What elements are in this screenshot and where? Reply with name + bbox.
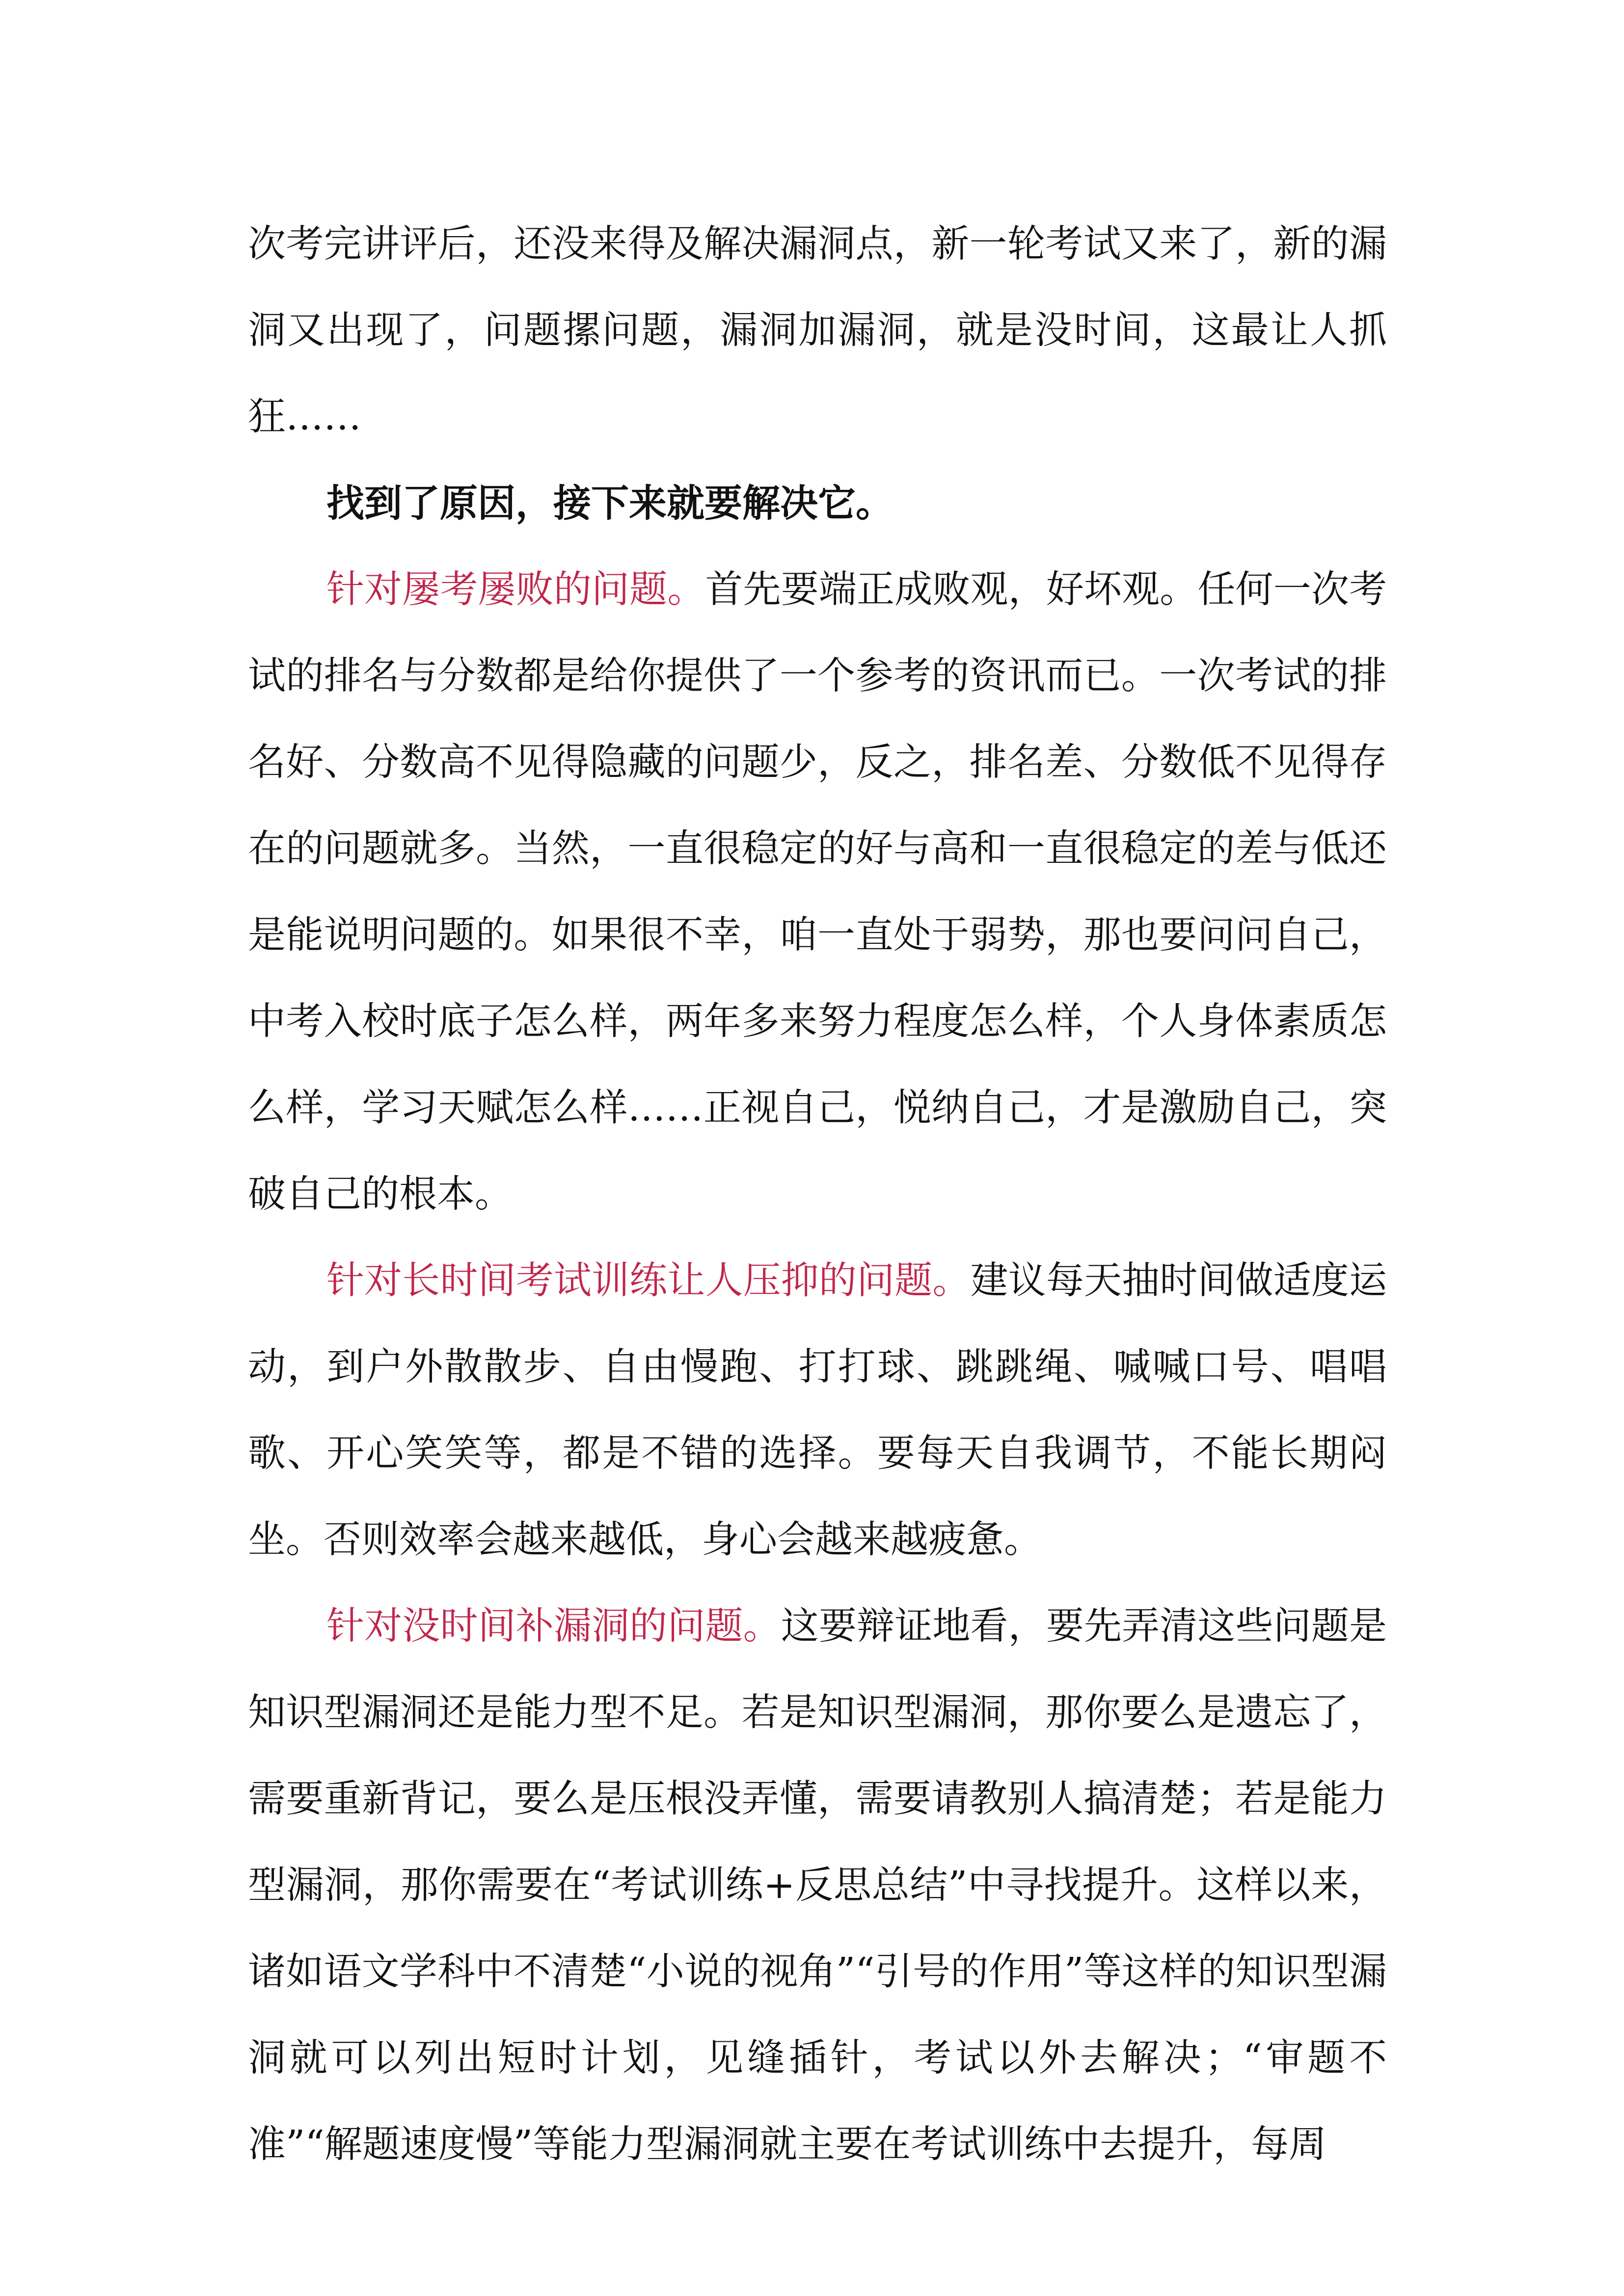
- paragraph-text: 首先要端正成败观，好坏观。任何一次考试的排名与分数都是给你提供了一个参考的资讯而已。一次考试的排名好、分数高不见得隐藏的问题少，反之，排名差、分数低不见得存在的问题就多。当然，一直很稳定的好与高和一直很稳定的差与低还是能说明问题的。如果很不幸，咱一直处于弱势，那也要问问自己，中考入校时底子怎么样，两年多来努力程度怎么样，个人身体素质怎么样，学习天赋怎么样……正视自己，悦纳自己，才是激励自己，突破自己的根本。: [248, 568, 1387, 1216]
- paragraph-lead-heading: 针对屡考屡败的问题。: [326, 568, 705, 612]
- paragraph-continuation: [248, 201, 1387, 460]
- paragraph-text: 建议每天抽时间做适度运动，到户外散散步、自由慢跑、打打球、跳跳绳、喊喊口号、唱唱歌、开心笑笑等，都是不错的选择。要每天自我调节，不能长期闷坐。否则效率会越来越低，身心会越来越疲惫。: [248, 1259, 1387, 1562]
- article-body: [248, 201, 1387, 2188]
- paragraph-repeated-failure: [248, 547, 1387, 1238]
- paragraph-no-time-for-gaps: [248, 1583, 1387, 2188]
- paragraph-text: 次考完讲评后，还没来得及解决漏洞点，新一轮考试又来了，新的漏洞又出现了，问题摞问题，漏洞加漏洞，就是没时间，这最让人抓狂……: [248, 222, 1387, 439]
- paragraph-lead-heading: 针对长时间考试训练让人压抑的问题。: [326, 1259, 971, 1303]
- paragraph-transition: [248, 460, 1387, 547]
- paragraph-lead-heading: 针对没时间补漏洞的问题。: [326, 1604, 781, 1648]
- paragraph-long-training-pressure: [248, 1238, 1387, 1583]
- paragraph-text: 这要辩证地看，要先弄清这些问题是知识型漏洞还是能力型不足。若是知识型漏洞，那你要么是遗忘了，需要重新背记，要么是压根没弄懂，需要请教别人搞清楚；若是能力型漏洞，那你需要在“考试训练+反思总结”中寻找提升。这样以来，诸如语文学科中不清楚“小说的视角”“引号的作用”等这样的知识型漏洞就可以列出短时计划，见缝插针，考试以外去解决；“审题不准”“解题速度慢”等能力型漏洞就主要在考试训练中去提升，每周: [248, 1604, 1387, 2166]
- paragraph-text: 找到了原因，接下来就要解决它。: [326, 481, 893, 526]
